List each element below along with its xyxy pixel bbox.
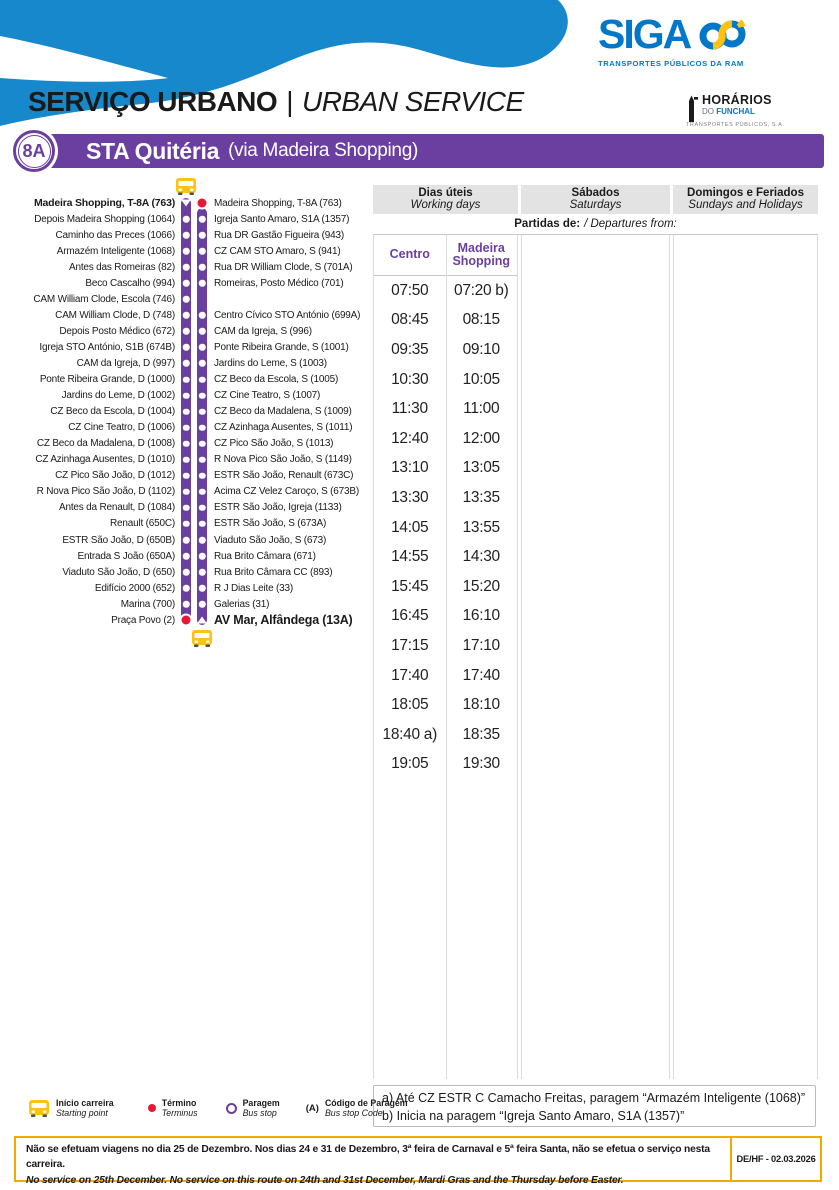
bus-stop-dot	[199, 585, 206, 592]
bus-stop-dot	[183, 537, 190, 544]
bus-stop-dot	[183, 424, 190, 431]
outbound-stop-label: CAM da Igreja, D (997)	[76, 357, 175, 369]
siga-wordmark: SIGA	[598, 11, 691, 57]
route-map	[0, 178, 372, 658]
centro-departure-time: 18:40 a)	[382, 725, 437, 743]
departures-from-row: Partidas de: / Departures from:	[373, 214, 818, 235]
bus-stop-dot	[183, 457, 190, 464]
route-track	[177, 211, 209, 227]
madeira-shopping-departure-time: 10:05	[462, 370, 500, 388]
stop-row	[0, 243, 372, 259]
sundays-holidays-section-empty	[673, 235, 818, 1079]
madeira-shopping-departure-time: 08:15	[462, 311, 500, 329]
centro-departure-time: 13:30	[391, 488, 429, 506]
inbound-stop-label: AV Mar, Alfândega (13A)	[214, 613, 353, 628]
inbound-stop-label: CZ Azinhaga Ausentes, S (1011)	[214, 422, 353, 434]
outbound-stop-label: Beco Cascalho (994)	[85, 277, 175, 289]
route-track	[177, 532, 209, 548]
stop-row	[0, 452, 372, 468]
note-pt: Não se efetuam viagens no dia 25 de Dezembro. Nos dias 24 e 31 de Dezembro, 3ª feira de Carnaval e 5ª feira Santa, não se efetua o serviço nesta carreira.	[26, 1144, 710, 1171]
start-triangle	[181, 200, 191, 207]
centro-departure-time: 11:30	[391, 400, 428, 418]
service-title-pt: SERVIÇO URBANO	[28, 86, 278, 117]
outbound-stop-label: Depois Madeira Shopping (1064)	[34, 213, 175, 225]
outbound-stop-label: Antes da Renault, D (1084)	[59, 502, 175, 514]
inbound-stop-label: CZ CAM STO Amaro, S (941)	[214, 245, 341, 257]
route-track	[177, 259, 209, 275]
route-track	[177, 355, 209, 371]
inbound-stop-label: CZ Beco da Madalena, S (1009)	[214, 406, 352, 418]
madeira-shopping-departure-time: 18:35	[462, 725, 500, 743]
inbound-stop-label: Centro Cívico STO António (699A)	[214, 309, 361, 321]
bus-stop-ring-icon	[226, 1103, 237, 1114]
bus-stop-dot	[199, 457, 206, 464]
route-track	[177, 243, 209, 259]
bus-stop-dot	[199, 424, 206, 431]
madeira-shopping-departure-time: 09:10	[462, 340, 500, 358]
stop-row	[0, 211, 372, 227]
outbound-stop-label: ESTR São João, D (650B)	[62, 534, 175, 546]
route-track	[177, 548, 209, 564]
madeira-shopping-departure-time: 12:00	[462, 429, 500, 447]
madeira-shopping-departure-time: 07:20 b)	[454, 281, 509, 299]
bus-stop-dot	[183, 553, 190, 560]
stops-list	[0, 195, 372, 628]
service-exceptions-note	[14, 1136, 822, 1186]
timetable	[373, 185, 818, 1079]
start-triangle	[197, 617, 207, 624]
stop-row	[0, 580, 372, 596]
route-track	[177, 291, 209, 307]
bus-stop-dot	[199, 232, 206, 239]
outbound-stop-label: CAM William Clode, Escola (746)	[33, 293, 175, 305]
madeira-shopping-departure-time: 11:00	[463, 400, 500, 418]
inbound-stop-label: Jardins do Leme, S (1003)	[214, 357, 327, 369]
siga-logo	[598, 11, 778, 68]
route-track	[177, 596, 209, 612]
bus-stop-dot	[183, 344, 190, 351]
bus-stop-dot	[183, 392, 190, 399]
bus-stop-dot	[183, 473, 190, 480]
bus-stop-dot	[183, 569, 190, 576]
terminus-dot	[182, 616, 191, 625]
stop-code-symbol: (A)	[305, 1102, 319, 1114]
centro-departure-time: 17:40	[391, 666, 429, 684]
centro-departure-time: 19:05	[391, 755, 429, 773]
centro-departure-time: 14:05	[391, 518, 429, 536]
centro-departure-time: 07:50	[391, 281, 429, 299]
route-track	[177, 275, 209, 291]
route-track	[177, 452, 209, 468]
bus-stop-dot	[199, 537, 206, 544]
bus-stop-dot	[183, 248, 190, 255]
route-track	[177, 612, 209, 628]
route-number-badge	[13, 130, 55, 172]
bus-stop-dot	[199, 280, 206, 287]
outbound-stop-label: CZ Pico São João, D (1012)	[55, 470, 175, 482]
bus-stop-dot	[199, 376, 206, 383]
stop-row	[0, 500, 372, 516]
horarios-funchal-logo	[686, 94, 772, 122]
inbound-stop-label: ESTR São João, Igreja (1133)	[214, 502, 342, 514]
centro-departure-time: 09:35	[391, 340, 429, 358]
inbound-stop-label: ESTR São João, S (673A)	[214, 518, 327, 530]
bus-stop-dot	[183, 521, 190, 528]
stop-row	[0, 516, 372, 532]
saturdays-section-empty	[521, 235, 670, 1079]
bus-stop-dot	[183, 601, 190, 608]
route-track	[177, 564, 209, 580]
bus-stop-dot	[183, 440, 190, 447]
route-track	[177, 420, 209, 436]
bus-stop-dot	[183, 216, 190, 223]
outbound-stop-label: Ponte Ribeira Grande, D (1000)	[39, 374, 175, 386]
bus-icon	[191, 630, 213, 647]
centro-departure-time: 17:15	[391, 636, 429, 654]
madeira-shopping-departure-time: 14:30	[462, 548, 500, 566]
inbound-stop-label: Viaduto São João, S (673)	[214, 534, 327, 546]
route-track	[177, 500, 209, 516]
document-reference: DE/HF - 02.03.2026	[730, 1138, 820, 1180]
terminus-dot	[198, 199, 207, 208]
bus-stop-dot	[199, 344, 206, 351]
madeira-shopping-departure-time: 17:40	[462, 666, 500, 684]
outbound-stop-label: Armazém Inteligente (1068)	[56, 245, 175, 257]
stop-row	[0, 484, 372, 500]
bus-stop-dot	[183, 328, 190, 335]
route-banner	[40, 134, 824, 168]
centro-departure-time: 16:45	[391, 607, 429, 625]
inbound-stop-label: R Nova Pico São João, S (1149)	[214, 454, 352, 466]
outbound-stop-label: CZ Beco da Madalena, D (1008)	[36, 438, 175, 450]
legend-starting-point: Início carreira Starting point	[28, 1098, 114, 1118]
bus-stop-dot	[199, 248, 206, 255]
route-track	[177, 436, 209, 452]
siga-tagline: TRANSPORTES PÚBLICOS DA RAM	[598, 59, 744, 68]
stop-row	[0, 372, 372, 388]
tower-icon	[686, 94, 698, 122]
stop-row	[0, 548, 372, 564]
route-track	[177, 580, 209, 596]
route-name: STA Quitéria	[86, 137, 220, 164]
outbound-stop-label: Caminho das Preces (1066)	[55, 229, 175, 241]
stop-row	[0, 564, 372, 580]
inbound-stop-label: CZ Beco da Escola, S (1005)	[214, 374, 339, 386]
outbound-stop-label: CZ Azinhaga Ausentes, D (1010)	[35, 454, 175, 466]
legend	[28, 1098, 408, 1118]
siga-infinity-icon	[697, 19, 749, 51]
route-via: (via Madeira Shopping)	[228, 140, 418, 161]
column-centro: Centro	[389, 247, 430, 262]
stop-row	[0, 404, 372, 420]
outbound-stop-label: Jardins do Leme, D (1002)	[61, 390, 175, 402]
centro-departure-time: 15:45	[391, 577, 429, 595]
inbound-stop-label: Ponte Ribeira Grande, S (1001)	[214, 341, 349, 353]
stop-row	[0, 291, 372, 307]
bus-stop-dot	[183, 585, 190, 592]
centro-departure-time: 08:45	[391, 311, 429, 329]
bus-stop-dot	[183, 408, 190, 415]
outbound-stop-label: Praça Povo (2)	[111, 614, 175, 626]
bus-stop-dot	[199, 440, 206, 447]
inbound-stop-label: Rua DR William Clode, S (701A)	[214, 261, 353, 273]
footnotes-box	[373, 1085, 816, 1127]
bus-icon	[28, 1100, 50, 1117]
bus-stop-dot	[199, 569, 206, 576]
outbound-stop-label: Renault (650C)	[109, 518, 175, 530]
stop-row	[0, 355, 372, 371]
madeira-shopping-departure-time: 17:10	[462, 636, 500, 654]
stop-row	[0, 323, 372, 339]
bus-stop-dot	[199, 473, 206, 480]
stop-row	[0, 195, 372, 211]
inbound-stop-label: Acima CZ Velez Caroço, S (673B)	[214, 486, 359, 498]
bus-stop-dot	[199, 505, 206, 512]
working-days-section	[373, 235, 518, 1079]
stop-row	[0, 612, 372, 628]
stop-row	[0, 420, 372, 436]
route-track	[177, 516, 209, 532]
header-working-days: Dias úteis Working days	[373, 185, 518, 214]
route-track	[177, 323, 209, 339]
column-divider	[446, 235, 447, 1079]
bus-stop-dot	[183, 376, 190, 383]
stop-row	[0, 339, 372, 355]
outbound-stop-label: CZ Cine Teatro, D (1006)	[68, 422, 175, 434]
column-madeira-shopping: Madeira Shopping	[452, 240, 511, 268]
route-track	[177, 468, 209, 484]
bus-stop-dot	[199, 521, 206, 528]
hf-company-line: TRANSPORTES PÚBLICOS, S.A.	[686, 122, 785, 128]
bus-stop-dot	[199, 601, 206, 608]
hf-subtitle: DO FUNCHAL	[702, 106, 755, 116]
outbound-stop-label: Edifício 2000 (652)	[94, 582, 175, 594]
route-track	[177, 484, 209, 500]
bus-stop-dot	[183, 505, 190, 512]
bus-stop-dot	[183, 360, 190, 367]
bus-stop-dot	[199, 360, 206, 367]
route-track	[177, 307, 209, 323]
centro-departure-time: 12:40	[391, 429, 429, 447]
outbound-stop-label: Marina (700)	[120, 598, 175, 610]
inbound-stop-label: Rua Brito Câmara (671)	[214, 550, 316, 562]
stop-row	[0, 596, 372, 612]
legend-stop-code: (A) Código de Paragem Bus stop Code	[305, 1098, 408, 1119]
outbound-stop-label: Viaduto São João, D (650)	[62, 566, 175, 578]
outbound-stop-label: Entrada S João (650A)	[77, 550, 175, 562]
madeira-shopping-departure-time: 15:20	[462, 577, 500, 595]
outbound-stop-label: Madeira Shopping, T-8A (763)	[33, 197, 175, 210]
bus-stop-dot	[199, 328, 206, 335]
centro-departure-time: 13:10	[391, 459, 429, 477]
inbound-stop-label: Igreja Santo Amaro, S1A (1357)	[214, 213, 350, 225]
bus-stop-dot	[199, 216, 206, 223]
inbound-stop-label: ESTR São João, Renault (673C)	[214, 470, 354, 482]
stop-row	[0, 275, 372, 291]
terminus-dot-icon	[148, 1104, 156, 1112]
header-saturdays: Sábados Saturdays	[521, 185, 670, 214]
footnote-b: b) Inicia na paragem “Igreja Santo Amaro, S1A (1357)”	[382, 1109, 685, 1124]
madeira-shopping-departure-time: 13:05	[462, 459, 500, 477]
stop-row	[0, 227, 372, 243]
bus-stop-dot	[183, 489, 190, 496]
bus-stop-dot	[183, 232, 190, 239]
madeira-shopping-departure-time: 19:30	[462, 755, 500, 773]
bus-stop-dot	[199, 392, 206, 399]
madeira-shopping-departure-time: 18:10	[462, 696, 500, 714]
centro-departure-time: 10:30	[391, 370, 429, 388]
inbound-stop-label: Madeira Shopping, T-8A (763)	[214, 197, 342, 209]
outbound-stop-label: CZ Beco da Escola, D (1004)	[50, 406, 175, 418]
stop-row	[0, 388, 372, 404]
legend-bus-stop: Paragem Bus stop	[226, 1098, 280, 1118]
bus-stop-dot	[199, 264, 206, 271]
stop-row	[0, 307, 372, 323]
route-track	[177, 372, 209, 388]
inbound-stop-label: CZ Cine Teatro, S (1007)	[214, 390, 321, 402]
madeira-shopping-departure-time: 16:10	[462, 607, 500, 625]
inbound-stop-label: Romeiras, Posto Médico (701)	[214, 277, 344, 289]
bus-stop-dot	[183, 280, 190, 287]
outbound-stop-label: CAM William Clode, D (748)	[55, 309, 175, 321]
bus-stop-dot	[183, 312, 190, 319]
stop-row	[0, 259, 372, 275]
hf-wordmark: HORÁRIOS	[702, 93, 772, 107]
madeira-shopping-departure-time: 13:35	[462, 488, 500, 506]
service-title-separator: |	[286, 86, 293, 117]
outbound-stop-label: Antes das Romeiras (82)	[68, 261, 175, 273]
outbound-stop-label: R Nova Pico São João, D (1102)	[36, 486, 175, 498]
centro-departure-time: 18:05	[391, 696, 429, 714]
route-track	[177, 227, 209, 243]
service-title	[28, 86, 524, 118]
bus-stop-dot	[199, 553, 206, 560]
route-track	[177, 195, 209, 211]
stop-row	[0, 532, 372, 548]
footnote-a: a) Até CZ ESTR C Camacho Freitas, paragem “Armazém Inteligente (1068)”	[382, 1091, 806, 1105]
bus-stop-dot	[183, 296, 190, 303]
route-track	[177, 339, 209, 355]
inbound-stop-label: CZ Pico São João, S (1013)	[214, 438, 334, 450]
note-en: No service on 25th December. No service on this route on 24th and 31st December, Mardi Gras and the Thursday before Easter.	[26, 1174, 624, 1186]
inbound-stop-label: Rua Brito Câmara CC (893)	[214, 566, 333, 578]
service-title-en: URBAN SERVICE	[301, 86, 524, 117]
bus-icon	[175, 178, 197, 195]
inbound-stop-label: Rua DR Gastão Figueira (943)	[214, 229, 345, 241]
bus-stop-dot	[183, 264, 190, 271]
legend-terminus: Término Terminus	[148, 1098, 198, 1118]
bus-stop-dot	[199, 312, 206, 319]
stop-row	[0, 436, 372, 452]
route-track	[177, 388, 209, 404]
outbound-stop-label: Igreja STO António, S1B (674B)	[39, 341, 175, 353]
header-sundays-holidays: Domingos e Feriados Sundays and Holidays	[673, 185, 818, 214]
bus-stop-dot	[199, 408, 206, 415]
inbound-stop-label: Galerias (31)	[214, 598, 270, 610]
centro-departure-time: 14:55	[391, 548, 429, 566]
timetable-body	[373, 235, 818, 1079]
outbound-stop-label: Depois Posto Médico (672)	[59, 325, 175, 337]
inbound-stop-label: CAM da Igreja, S (996)	[214, 325, 312, 337]
inbound-stop-label: R J Dias Leite (33)	[214, 582, 294, 594]
route-track	[177, 404, 209, 420]
bus-stop-dot	[199, 489, 206, 496]
route-number: 8A	[18, 135, 51, 168]
day-type-header-row	[373, 185, 818, 214]
madeira-shopping-departure-time: 13:55	[462, 518, 500, 536]
stop-row	[0, 468, 372, 484]
